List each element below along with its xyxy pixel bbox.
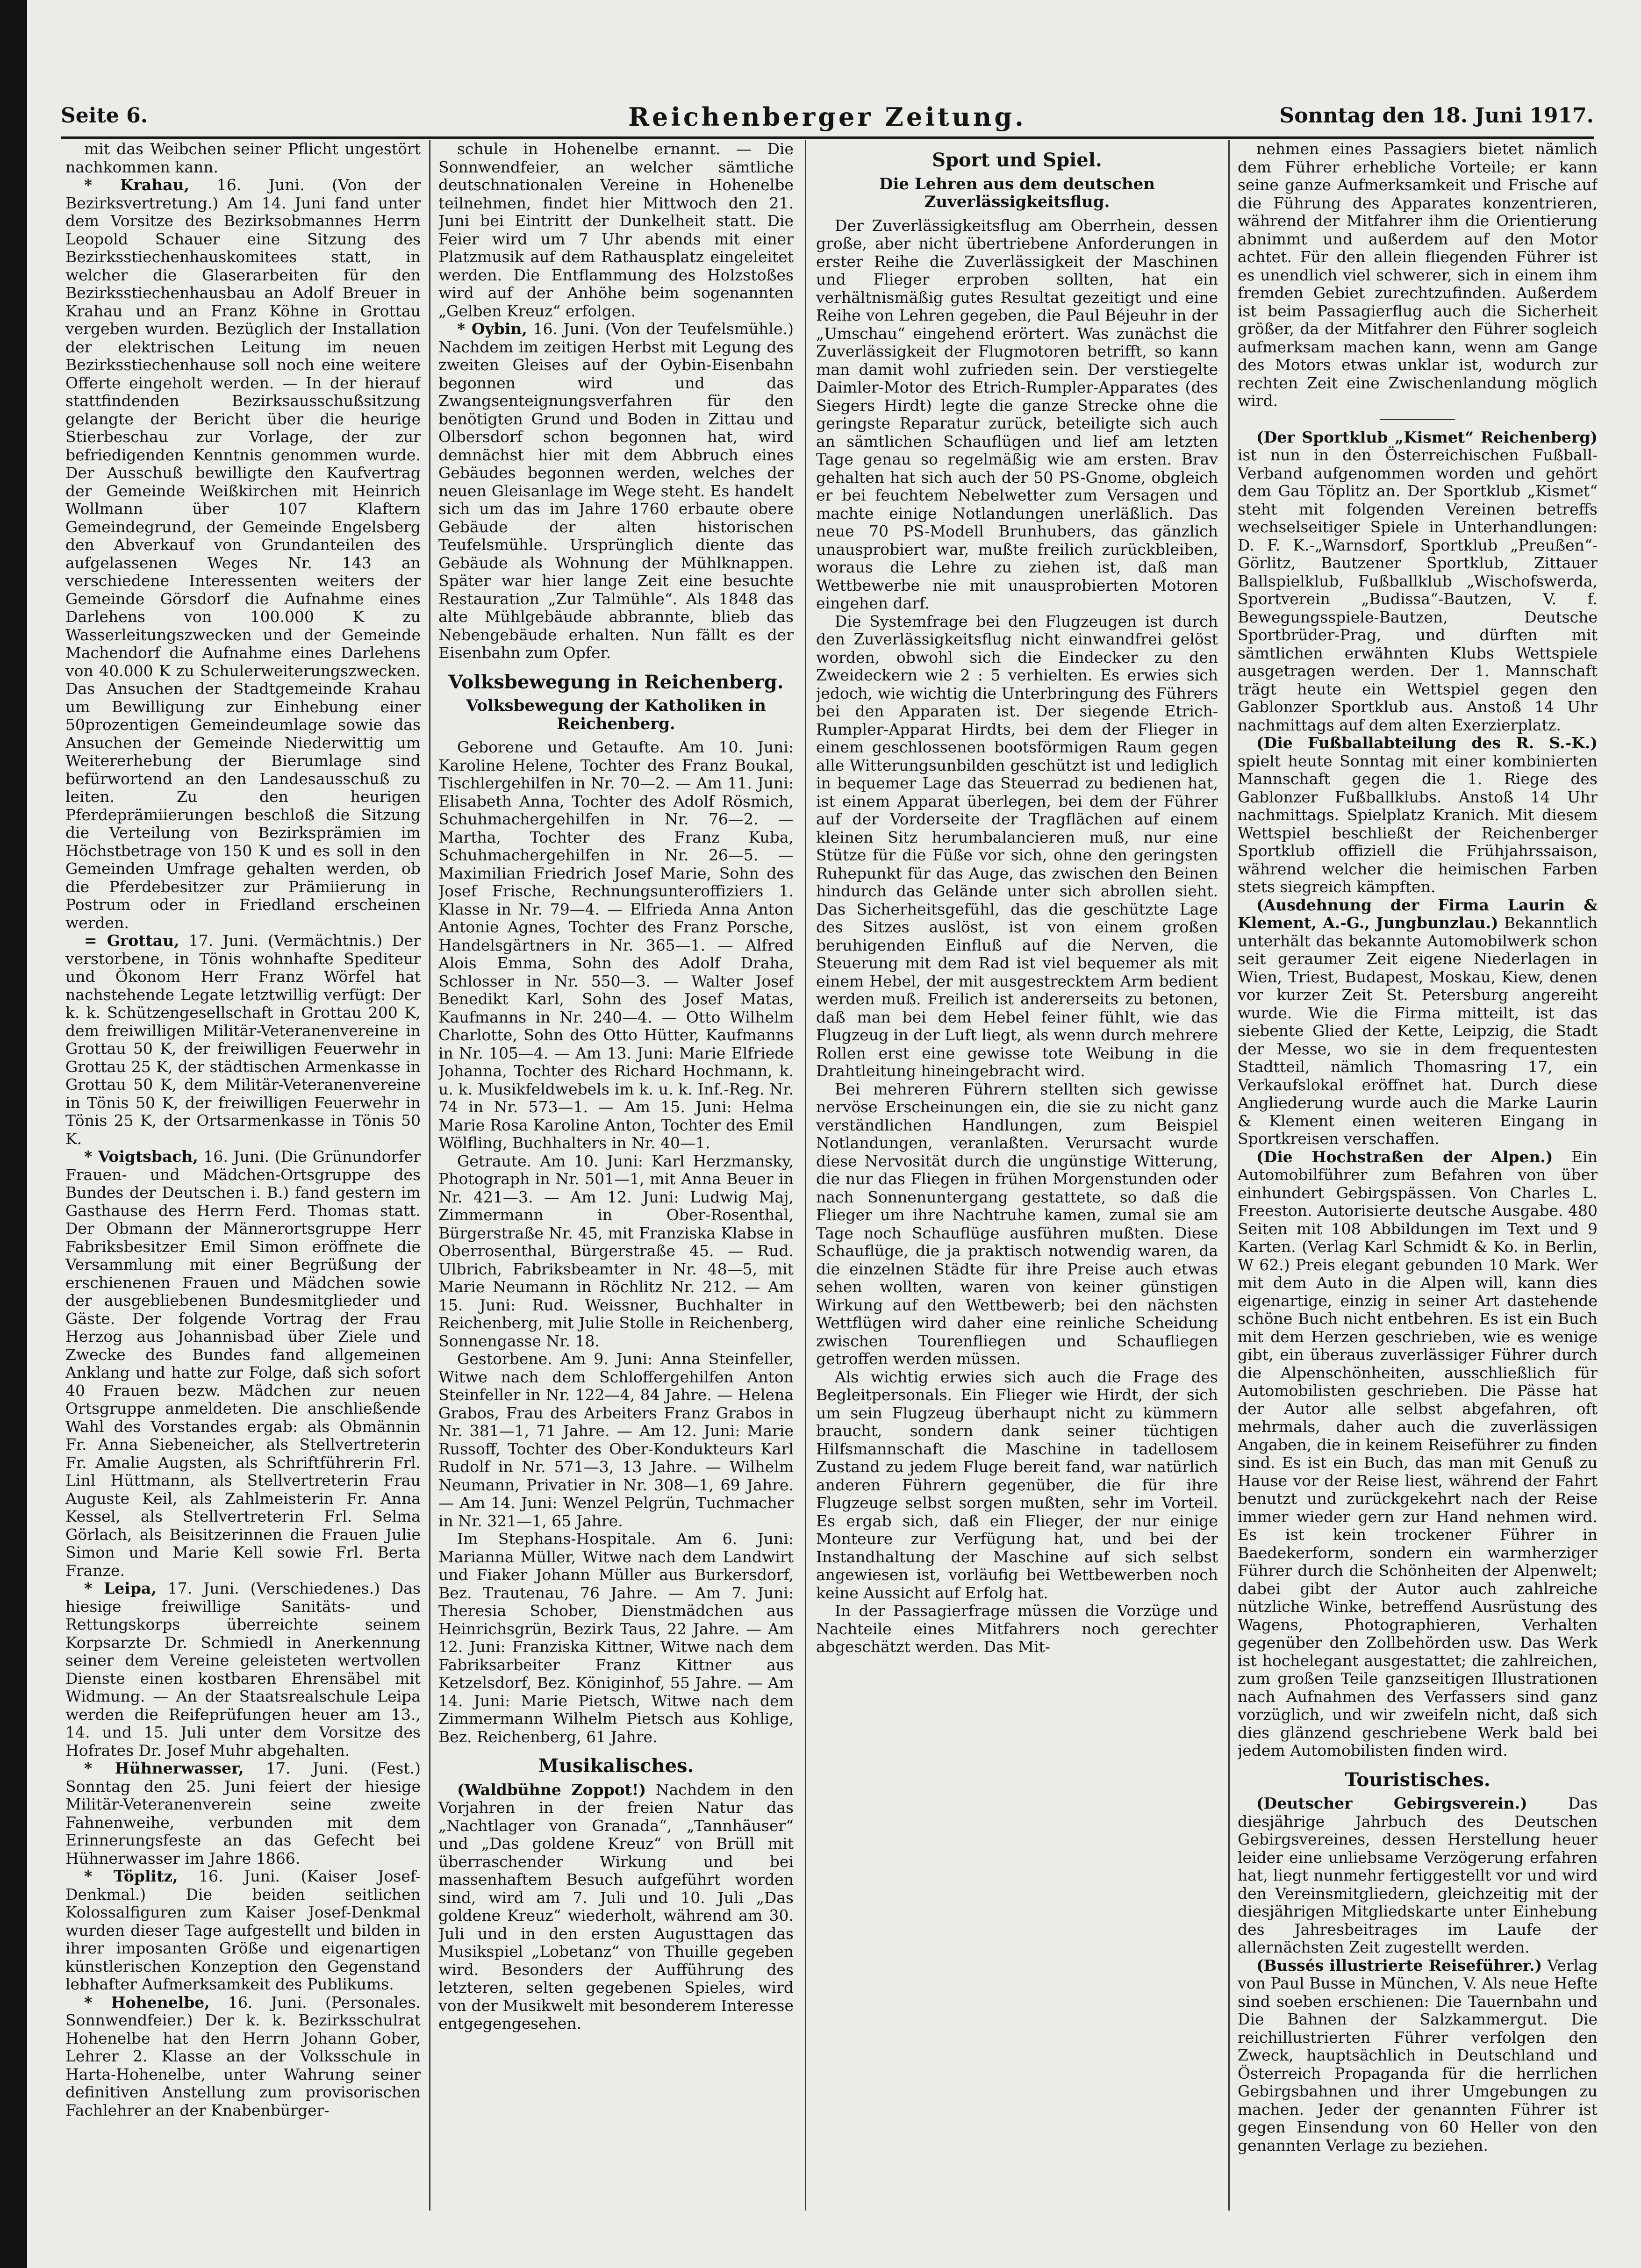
article-paragraph — [65, 140, 421, 176]
article-paragraph — [65, 1760, 421, 1867]
article-paragraph — [65, 1148, 421, 1580]
article-text: Bekanntlich unterhält das bekannte Automobilwerk schon seit geraumer Zeit eigene Niederlagen in Wien, Triest, Budapest, Moskau, Kiew, denen vor kurzer Zeit St. Petersburg angereiht wurde. Wie die Firma mitteilt, ist das siebente Glied der Kette, Leipzig, die Stadt der Messe, wo sie in dem frequentesten Stadtteil, nämlich Thomasring 17, ein Verkaufslokal eröffnet hat. Durch diese Angliederung wurde auch die Marke Laurin & Klement einen weiteren Eingang in Sportkreisen verschaffen. — [1238, 914, 1598, 1148]
article-paragraph — [438, 1530, 794, 1746]
newspaper-masthead: Reichenberger Zeitung. — [628, 102, 1026, 132]
article-paragraph — [1238, 140, 1598, 410]
article-text: spielt heute Sonntag mit einer kombinierten Mannschaft gegen die 1. Riege des Gablonzer Fußballklubs. Anstoß 14 Uhr nachmittags. Spielplatz Kranich. Mit diesem Wettspiel beschließt der Reichenberger Sportklub offiziell die Frühjahrssaison, während welcher die heimischen Farben stets siegreich kämpften. — [1238, 751, 1598, 896]
section-subheading: Die Lehren aus dem deutschen Zuverlässigkeitsflug. — [879, 174, 1155, 211]
scan-edge — [0, 0, 27, 2268]
article-dateline: (Deutscher Gebirgsverein.) — [1256, 1794, 1527, 1812]
article-dateline: * Töplitz, — [84, 1867, 178, 1885]
article-paragraph — [1238, 1795, 1598, 1957]
article-text: ist nun in den Österreichischen Fußball-Verband aufgenommen worden und gehört dem Gau Töplitz an. Der Sportklub „Kismet“ steht mit folgenden Vereinen betreffs wechselseitiger Spiele in Unterhandlungen: D. F. K.-„Warnsdorf, Sportklub „Preußen“-Görlitz, Bautzener Sportklub, Zittauer Ballspielklub, Fußballklub „Wischofswerda, Sportverein „Budissa“-Bautzen, V. f. Bewegungsspiele-Bautzen, Deutsche Sportbrüder-Prag, und dürften mit sämtlichen erwähnten Klubs Wettspiele ausgetragen werden. Der 1. Mannschaft trägt heute ein Wettspiel gegen den Gablonzer Sportklub aus. Anstoß 14 Uhr nachmittags auf dem alten Exerzierplatz. — [1238, 446, 1598, 734]
section-heading: Sport und Spiel. — [932, 149, 1102, 171]
article-text: nehmen eines Passagiers bietet nämlich dem Führer erhebliche Vorteile; er kann seine ganze Aufmerksamkeit und Frische auf die Führung des Apparates konzentrieren, während der Mitfahrer ihm die Orientierung abnimmt und außerdem auf den Motor achtet. Für den allein fliegenden Führer ist es unendlich viel schwerer, sich in einem ihm fremden Gebiet zurechtzufinden. Außerdem ist beim Passagierflug auch die Sicherheit größer, da der Mitfahrer den Führer sogleich aufmerksam machen kann, wenn am Gange des Motors etwas unklar ist, wodurch zur rechten Zeit eine Zwischenlandung möglich wird. — [1238, 140, 1598, 410]
section-subheading: Volksbewegung der Katholiken in Reichenberg. — [466, 696, 766, 733]
section-heading: Touristisches. — [1345, 1768, 1491, 1791]
column-1 — [65, 140, 421, 2211]
column-2 — [438, 140, 794, 2211]
column-divider — [429, 140, 430, 2211]
column-divider — [805, 140, 806, 2211]
article-paragraph — [1238, 429, 1598, 735]
article-dateline: * Leipa, — [84, 1579, 157, 1597]
article-text: Nachdem in den Vorjahren in der freien Natur das „Nachtlager von Granada“, „Tannhäuser“ und „Das goldene Kreuz“ von Brüll mit überraschender Wirkung und bei massenhaftem Besuch aufgeführt worden sind, wird am 7. Juli und 10. Juli „Das goldene Kreuz“ wiederholt, während am 30. Juli und in den ersten Augusttagen das Musikspiel „Lobetanz“ von Thuille gegeben wird. Besonders der Aufführung des letzteren, selten gegebenen Spieles, wird von der Musikwelt mit besonderem Interesse entgegengesehen. — [438, 1780, 794, 2032]
article-paragraph — [816, 1602, 1218, 1656]
article-text: Das diesjährige Jahrbuch des Deutschen Gebirgsvereines, dessen Herstellung heuer leider eine unliebsame Verzögerung erfahren hat, liegt nunmehr fertiggestellt vor und wird den Vereinsmitgliedern, gleichzeitig mit der diesjährigen Mitgliedskarte unter Einhebung des Jahresbeitrages im Laufe der allernächsten Zeit zugestellt werden. — [1238, 1794, 1598, 1956]
article-paragraph — [1238, 734, 1598, 896]
article-paragraph — [1238, 1957, 1598, 2155]
column-4 — [1238, 140, 1598, 2211]
article-text: Geborene und Getaufte. Am 10. Juni: Karoline Helene, Tochter des Franz Boukal, Tischlergehilfen in Nr. 70—2. — Am 11. Juni: Elisabeth Anna, Tochter des Adolf Rösmich, Schuhmachergehilfen in Nr. 76—2. — Martha, Tochter des Franz Kuba, Schuhmachergehilfen in Nr. 26—5. — Maximilian Friedrich Josef Marie, Sohn des Josef Frische, Rechnungsunteroffiziers 1. Klasse in Nr. 79—4. — Elfrieda Anna Anton Antonie Agnes, Tochter des Franz Porsche, Handelsgärtners in Nr. 365—1. — Alfred Alois Emma, Sohn des Adolf Draha, Schlosser in Nr. 550—3. — Walter Josef Benedikt Karl, Sohn des Josef Matas, Kaufmanns in Nr. 240—4. — Otto Wilhelm Charlotte, Sohn des Otto Hütter, Kaufmanns in Nr. 105—4. — Am 13. Juni: Marie Elfriede Johanna, Tochter des Richard Hochmann, k. u. k. Musikfeldwebels im k. u. k. Inf.-Reg. Nr. 74 in Nr. 573—1. — Am 15. Juni: Helma Marie Rosa Karoline Anton, Tochter des Emil Wölfling, Buchhalters in Nr. 40—1. — [438, 738, 794, 1152]
article-paragraph — [1238, 896, 1598, 1148]
article-text: 16. Juni. (Personales. Sonnwendfeier.) Der k. k. Bezirksschulrat Hohenelbe hat den Herrn Johann Gober, Lehrer 2. Klasse an der Volksschule in Harta-Hohenelbe, unter Wahrung seiner definitiven Anstellung zum provisorischen Fachlehrer an der Knabenbürger- — [65, 1993, 421, 2119]
article-dateline: (Die Hochstraßen der Alpen.) — [1256, 1147, 1553, 1166]
column-divider — [1228, 140, 1230, 2211]
article-dateline: (Der Sportklub „Kismet“ Reichenberg) — [1256, 428, 1598, 446]
article-text: schule in Hohenelbe ernannt. — Die Sonnwendfeier, an welcher sämtliche deutschnationalen Vereine in Hohenelbe teilnehmen, findet hier Mittwoch den 21. Juni bei Eintritt der Dunkelheit statt. Die Feier wird um 7 Uhr abends mit einer Platzmusik auf dem Rathausplatz eingeleitet werden. Die Entflammung des Holzstoßes wird auf der Anhöhe beim sogenannten „Gelben Kreuz“ erfolgen. — [438, 140, 794, 320]
article-text: 16. Juni. (Von der Teufelsmühle.) Nachdem im zeitigen Herbst mit Legung des zweiten Gleises auf der Oybin-Eisenbahn begonnen wird und das Zwangsenteignungsverfahren für den benötigten Grund und Boden in Zittau und Olbersdorf schon begonnen hat, wird demnächst hier mit dem Abbruch eines Gebäudes begonnen werden, welches der neuen Gleisanlage im Wege steht. Es handelt sich um das im Jahre 1760 erbaute obere Gebäude der alten historischen Teufelsmühle. Ursprünglich diente das Gebäude als Wohnung der Mühlknappen. Später war hier lange Zeit eine besuchte Restauration „Zur Talmühle“. Als 1848 das alte Mühlgebäude abbrannte, blieb das Nebengebäude erhalten. Nun fällt es der Eisenbahn zum Opfer. — [438, 320, 794, 662]
article-paragraph — [816, 217, 1218, 613]
article-text: 17. Juni. (Verschiedenes.) Das hiesige freiwillige Sanitäts- und Rettungskorps überreichte seinem Korpsarzte Dr. Schmiedl in Anerkennung seiner dem Vereine geleisteten wertvollen Dienste einen kostbaren Ehrensäbel mit Widmung. — An der Staatsrealschule Leipa werden die Reifeprüfungen heuer am 13., 14. und 15. Juli unter dem Vorsitze des Hofrates Dr. Josef Muhr abgehalten. — [65, 1579, 421, 1760]
article-paragraph — [65, 176, 421, 932]
article-paragraph — [65, 1867, 421, 1994]
article-paragraph — [438, 1350, 794, 1530]
article-text: In der Passagierfrage müssen die Vorzüge und Nachteile eines Mitfahrers noch gerechter abgeschätzt werden. Das Mit- — [816, 1602, 1218, 1656]
article-text: 16. Juni. (Die Grünundorfer Frauen- und Mädchen-Ortsgruppe des Bundes der Deutschen i. B.) fand gestern im Gasthause des Herrn Ferd. Thomas statt. Der Obmann der Männerortsgruppe Herr Fabriksbesitzer Emil Simon eröffnete die Versammlung mit einer Begrüßung der erschienenen Frauen und Mädchen sowie der ausgebliebenen Bundesmitglieder und Gäste. Der folgende Vortrag der Frau Herzog aus Johannisbad über Ziele und Zwecke des Bundes fand allgemeinen Anklang und hatte zur Folge, daß sich sofort 40 Frauen bezw. Mädchen zur neuen Ortsgruppe anmeldeten. Die anschließende Wahl des Vorstandes ergab: als Obmännin Fr. Anna Siebeneicher, als Stellvertreterin Fr. Amalie Augsten, als Schriftführerin Frl. Linl Hüttmann, als Stellvertreterin Frau Auguste Keil, als Zahlmeisterin Fr. Anna Kessel, als Stellvertreterin Frl. Selma Görlach, als Beisitzerinnen die Frauen Julie Simon und Marie Kell sowie Frl. Berta Franze. — [65, 1147, 421, 1580]
article-text: 17. Juni. (Vermächtnis.) Der verstorbene, in Tönis wohnhafte Spediteur und Ökonom Herr Franz Wörfel hat nachstehende Legate letztwillig verfügt: Der k. k. Schützengesellschaft in Grottau 200 K, dem freiwilligen Militär-Veteranenvereine in Grottau 50 K, der freiwilligen Feuerwehr in Grottau 25 K, der städtischen Armenkasse in Grottau 50 K, dem Militär-Veteranenvereine in Tönis 50 K, der freiwilligen Feuerwehr in Tönis 25 K, der Ortsarmenkasse in Tönis 50 K. — [65, 931, 421, 1148]
article-text: Verlag von Paul Busse in München, V. Als neue Hefte sind soeben erschienen: Die Tauernbahn und Die Bahnen der Salzkammergut. Die reichillustrierten Führer verfolgen den Zweck, hauptsächlich in Deutschland und Österreich Propaganda für die herrlichen Gebirgsbahnen und ihrer Umgebungen zu machen. Jeder der genannten Führer ist gegen Einsendung von 60 Heller von den genannten Verlage zu beziehen. — [1238, 1956, 1598, 2154]
article-dateline: (Ausdehnung der Firma Laurin & Klement, A.-G., Jungbunzlau.) — [1238, 895, 1598, 932]
article-dateline: * Voigtsbach, — [84, 1147, 198, 1166]
article-paragraph — [438, 738, 794, 1152]
article-paragraph — [438, 320, 794, 662]
article-paragraph — [438, 140, 794, 320]
article-dateline: * Oybin, — [457, 320, 527, 338]
article-paragraph — [438, 1781, 794, 2033]
article-dateline: = Grottau, — [84, 931, 179, 950]
article-text: Ein Automobilführer zum Befahren von über einhundert Gebirgspässen. Von Charles L. Freeston. Autorisierte deutsche Ausgabe. 480 Seiten mit 108 Abbildungen im Text und 9 Karten. (Verlag Karl Schmidt & Ko. in Berlin, W 62.) Preis elegant gebunden 10 Mark. Wer mit dem Auto in die Alpen will, kann dies eigenartige, einzig in seiner Art dastehende schöne Buch nicht entbehren. Es ist ein Buch mit dem Herzen geschrieben, wie es wenige gibt, ein überaus zuverlässiger Führer durch die Alpenschönheiten, ausschließlich für Automobilisten geschrieben. Die Pässe hat der Autor alle selbst abgefahren, oft mehrmals, daher auch die zuverlässigen Angaben, die in keinem Reiseführer zu finden sind. Es ist ein Buch, das man mit Genuß zu Hause vor der Reise liest, während der Fahrt benutzt und zurückgekehrt nach der Reise immer wieder gern zur Hand nehmen wird. Es ist kein trockener Führer in Baedekerform, sondern ein warmherziger Führer durch die Schönheiten der Alpenwelt; dabei gibt der Autor auch zahlreiche nützliche Winke, betreffend Ausrüstung des Wagens, Photographieren, Verhalten gegenüber den Zollbehörden usw. Das Werk ist hochelegant ausgestattet; die zahlreichen, zum großen Teile ganzseitigen Illustrationen nach Aufnahmen des Verfassers sind ganz vorzüglich, und wir zweifeln nicht, daß sich dies glänzend geschriebene Werk bald bei jedem Automobilisten finden wird. — [1238, 1147, 1598, 1760]
article-text: Im Stephans-Hospitale. Am 6. Juni: Marianna Müller, Witwe nach dem Landwirt und Fiaker Johann Müller aus Burkersdorf, Bez. Trautenau, 76 Jahre. — Am 7. Juni: Theresia Schober, Dienstmädchen aus Heinrichsgrün, Bezirk Taus, 22 Jahre. — Am 12. Juni: Franziska Kittner, Witwe nach dem Fabriksarbeiter Franz Kittner aus Ketzelsdorf, Bez. Königinhof, 55 Jahre. — Am 14. Juni: Marie Pietsch, Witwe nach dem Zimmermann Wilhelm Pietsch aus Kohlige, Bez. Reichenberg, 61 Jahre. — [438, 1530, 794, 1746]
section-heading: Volksbewegung in Reichenberg. — [448, 671, 784, 693]
article-paragraph — [1238, 1148, 1598, 1760]
article-text: 16. Juni. (Von der Bezirksvertretung.) Am 14. Juni fand unter dem Vorsitze des Bezirksobmannes Herrn Leopold Schauer eine Sitzung des Bezirksstiechenhauskomitees statt, in welcher die Glaserarbeiten für den Bezirksstiechenhausbau an Adolf Breuer in Krahau und an Franz Köhne in Grottau vergeben wurden. Bezüglich der Installation der elektrischen Leitung im neuen Bezirksstiechenhause soll noch eine weitere Offerte eingeholt werden. — In der hierauf stattfindenden Bezirksausschußsitzung gelangte der Bericht über die heurige Stierbeschau zur Vorlage, der zur befriedigenden Kenntnis genommen wurde. Der Ausschuß bewilligte den Kaufvertrag der Gemeinde Weißkirchen mit Heinrich Wollmann über 107 Klaftern Gemeindegrund, der Gemeinde Engelsberg den Abverkauf von Grundanteilen des aufgelassenen Weges Nr. 143 an verschiedene Interessenten weiters der Gemeinde Görsdorf die Aufnahme eines Darlehens von 100.000 K zu Wasserleitungszwecken und der Gemeinde Machendorf die Aufnahme eines Darlehens von 40.000 K zu Schulerweiterungszwecken. Das Ansuchen der Stadtgemeinde Krahau um Bewilligung zur Einhebung einer 50prozentigen Gemeindeumlage sowie das Ansuchen der Gemeinde Niederwittig um Weitererhebung der Bierumlage sind befürwortend an den Landesausschuß zu leiten. Zu den heurigen Pferdeprämiierungen beschloß die Sitzung die Verteilung von Bezirksprämien im Höchstbetrage von 150 K und es soll in den Gemeinden Umfrage gehalten werden, ob die Pferdebesitzer zur Prämiierung in Postrum oder in Friedland erscheinen werden. — [65, 176, 421, 932]
page-number: Seite 6. — [61, 104, 148, 128]
header-rule — [61, 136, 1594, 139]
column-3 — [816, 140, 1218, 2211]
article-text: Gestorbene. Am 9. Juni: Anna Steinfeller, Witwe nach dem Schloffergehilfen Anton Steinfeller in Nr. 122—4, 84 Jahre. — Helena Grabos, Frau des Arbeiters Franz Grabos in Nr. 381—1, 71 Jahre. — Am 12. Juni: Marie Russoff, Tochter des Ober-Kondukteurs Karl Rudolf in Nr. 571—3, 13 Jahre. — Wilhelm Neumann, Privatier in Nr. 308—1, 69 Jahre. — Am 14. Juni: Wenzel Pelgrün, Tuchmacher in Nr. 321—1, 65 Jahre. — [438, 1350, 794, 1530]
section-heading: Musikalisches. — [538, 1755, 694, 1777]
issue-date: Sonntag den 18. Juni 1917. — [1279, 104, 1594, 128]
article-paragraph — [816, 1368, 1218, 1603]
article-paragraph — [65, 1994, 421, 2120]
article-text: mit das Weibchen seiner Pflicht ungestört nachkommen kann. — [65, 140, 421, 176]
article-paragraph — [438, 1152, 794, 1351]
article-text: Bei mehreren Führern stellten sich gewisse nervöse Erscheinungen ein, die sie zu nicht ganz verständlichen Handlungen, zum Beispiel Notlandungen, veranlaßten. Verursacht wurde diese Nervosität durch die ungünstige Witterung, die nur das Fliegen in frühen Morgenstunden oder nach Sonnenuntergang gestattete, so daß die Flieger um ihre Nachtruhe kamen, zumal sie am Tage noch Schauflüge ausführen mußten. Diese Schauflüge, die ja praktisch notwendig waren, da die einzelnen Städte für ihre Preise auch etwas sehen wollten, waren von keiner günstigen Wirkung auf den Wettbewerb; bei den nächsten Wettflügen wird daher eine reinliche Scheidung zwischen Tourenfliegen und Schaufliegen getroffen werden müssen. — [816, 1080, 1218, 1368]
article-dateline: * Hohenelbe, — [84, 1993, 210, 2011]
section-rule — [1380, 419, 1455, 420]
article-paragraph — [816, 1080, 1218, 1368]
article-paragraph — [816, 613, 1218, 1080]
article-text: Als wichtig erwies sich auch die Frage des Begleitpersonals. Ein Flieger wie Hirdt, der sich um sein Flugzeug überhaupt nicht zu kümmern braucht, sondern dank seiner tüchtigen Hilfsmannschaft die Maschine in tadellosem Zustand zu jedem Fluge bereit fand, war natürlich anderen Führern gegenüber, die für ihre Flugzeuge selbst sorgen mußten, sehr im Vorteil. Es ergab sich, daß ein Flieger, der nur einige Monteure zur Verfügung hat, und bei der Instandhaltung der Maschine auf sich selbst angewiesen ist, vorläufig bei Wettbewerben noch keine Aussicht auf Erfolg hat. — [816, 1367, 1218, 1602]
article-text: 16. Juni. (Kaiser Josef-Denkmal.) Die beiden seitlichen Kolossalfiguren zum Kaiser Josef-Denkmal wurden dieser Tage aufgestellt und bilden in ihrer imposanten Größe und eigenartigen künstlerischen Konzeption den Gegenstand lebhafter Aufmerksamkeit des Publikums. — [65, 1867, 421, 1993]
article-paragraph — [65, 932, 421, 1148]
article-dateline: (Die Fußballabteilung des R. S.-K.) — [1256, 734, 1598, 752]
article-text: Der Zuverlässigkeitsflug am Oberrhein, dessen große, aber nicht übertriebene Anforderungen in erster Reihe die Zuverlässigkeit der Maschinen und Flieger erproben sollten, hat ein verhältnismäßig gutes Resultat gezeitigt und eine Reihe von Lehren gegeben, die Paul Béjeuhr in der „Umschau“ eingehend erörtert. Was zunächst die Zuverlässigkeit der Flugmotoren betrifft, so kann man damit wohl zufrieden sein. Der verstiegelte Daimler-Motor des Etrich-Rumpler-Apparates (des Siegers Hirdt) legte die ganze Strecke ohne die geringste Reparatur zurück, beteiligte sich auch an sämtlichen Schauflügen und lief am letzten Tage genau so regelmäßig wie am ersten. Brav gehalten hat sich auch der 50 PS-Gnome, obgleich er bei feuchtem Nebelwetter zum Versagen und machte einige Notlandungen unerläßlich. Das neue 70 PS-Modell Brunhubers, das gänzlich unausprobiert war, mußte freilich zurückbleiben, woraus die Lehre zu ziehen ist, daß man Wettbewerbe nie mit unausprobierten Motoren eingehen darf. — [816, 216, 1218, 612]
article-text: 17. Juni. (Fest.) Sonntag den 25. Juni feiert der hiesige Militär-Veteranenverein seine zweite Fahnenweihe, verbunden mit dem Erinnerungsfeste an das Gefecht bei Hühnerwasser im Jahre 1866. — [65, 1759, 421, 1867]
article-text: Die Systemfrage bei den Flugzeugen ist durch den Zuverlässigkeitsflug nicht einwandfrei gelöst worden, obwohl sich die Eindecker zu den Zweideckern wie 2 : 5 verhielten. Es erwies sich jedoch, wie wichtig die Unterbringung des Führers bei den Apparaten ist. Der siegende Etrich-Rumpler-Apparat Hirdts, bei dem der Flieger in einem geschlossenen bootsförmigen Raum gegen alle Witterungsunbilden geschützt ist und lediglich in bequemer Lage das Steuerrad zu bedienen hat, ist einem Apparat überlegen, bei dem der Führer auf der Vorderseite der Tragflächen auf einem kleinen Sitz herumbalancieren muß, nur eine Stütze für die Füße vor sich, ohne den geringsten Ruhepunkt für das Auge, das zwischen den Beinen hindurch das Gelände unter sich abrollen sieht. Das Sicherheitsgefühl, das die geschützte Lage des Sitzes auslöst, ist von einem großen beruhigenden Einfluß auf die Nerven, die Steuerung mit dem Rad ist viel bequemer als mit einem Hebel, der mit ausgestrecktem Arm bedient werden muß. Freilich ist andererseits zu betonen, daß man bei dem Hebel feiner fühlt, wie das Flugzeug in der Luft liegt, als wenn durch mehrere Rollen erst eine gewisse tote Weibung in die Drahtleitung hineingebracht wird. — [816, 612, 1218, 1080]
article-dateline: (Bussés illustrierte Reiseführer.) — [1256, 1956, 1542, 1975]
article-dateline: (Waldbühne Zoppot!) — [457, 1780, 646, 1799]
page-header — [61, 104, 1594, 136]
article-text: Getraute. Am 10. Juni: Karl Herzmansky, Photograph in Nr. 501—1, mit Anna Beuer in Nr. 421—3. — Am 12. Juni: Ludwig Maj, Zimmermann in Ober-Rosenthal, Bürgerstraße Nr. 45, mit Franziska Klabse in Oberrosenthal, Bürgerstraße 45. — Rud. Ulbrich, Fabriksbeamter in Nr. 48—5, mit Marie Neumann in Röchlitz Nr. 212. — Am 15. Juni: Rud. Weissner, Buchhalter in Reichenberg, mit Julie Stolle in Reichenberg, Sonnengasse Nr. 18. — [438, 1152, 794, 1350]
article-dateline: * Hühnerwasser, — [84, 1759, 244, 1777]
article-paragraph — [65, 1580, 421, 1760]
article-dateline: * Krahau, — [84, 176, 190, 194]
